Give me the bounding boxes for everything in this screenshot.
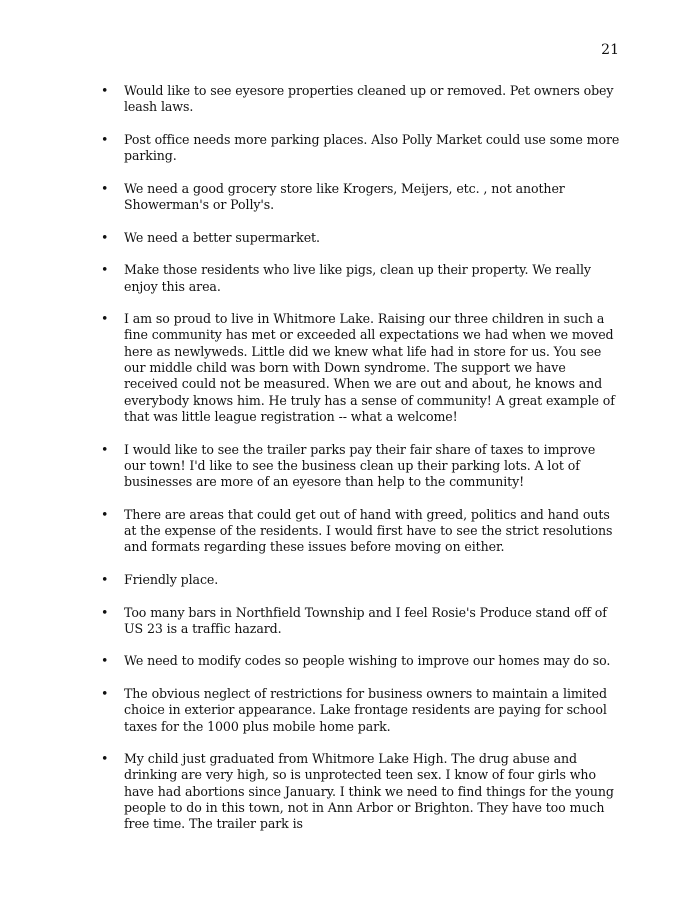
list-item	[100, 605, 620, 638]
bullet-icon: •	[101, 180, 109, 196]
list-item	[100, 132, 620, 165]
list-item	[100, 311, 620, 425]
bullet-icon: •	[101, 506, 109, 522]
bullet-icon: •	[101, 751, 109, 767]
comment-list	[100, 83, 620, 849]
bullet-icon: •	[101, 685, 109, 701]
list-item	[100, 751, 620, 832]
bullet-icon: •	[101, 311, 109, 327]
list-item	[100, 442, 620, 491]
bullet-icon: •	[101, 131, 109, 147]
bullet-icon: •	[101, 441, 109, 457]
bullet-icon: •	[101, 571, 109, 587]
comment-text: Post office needs more parking places. Also Polly Market could use some more parking.	[124, 131, 620, 164]
comment-text: There are areas that could get out of hand with greed, politics and hand outs at the expense of the residents. I would first have to see the strict resolutions and formats regarding these issues before moving on either.	[124, 506, 613, 555]
comment-text: I am so proud to live in Whitmore Lake. Raising our three children in such a fine community has met or exceeded all expectations we had when we moved here as newlyweds. Little did we knew what life had in store for us. You see our middle child was born with Down syndrome. The support we have received could not be measured. When we are out and about, he knows and everybody knows him. He truly has a sense of community! A great example of that was little league registration -- what a welcome!	[124, 311, 615, 424]
list-item	[100, 653, 620, 669]
page-number: 21	[601, 42, 619, 58]
bullet-icon: •	[101, 83, 109, 98]
comment-text: Make those residents who live like pigs, clean up their property. We really enjoy this area.	[124, 262, 591, 294]
list-item	[100, 83, 620, 116]
comment-text: We need a good grocery store like Krogers, Meijers, etc. , not another Showerman's or Polly's.	[124, 180, 565, 213]
comment-text: The obvious neglect of restrictions for business owners to maintain a limited choice in exterior appearance. Lake frontage residents are paying for school taxes for the 1000 plus mobile home park.	[124, 685, 607, 734]
list-item	[100, 686, 620, 735]
list-item	[100, 572, 620, 588]
comment-text: Would like to see eyesore properties cleaned up or removed. Pet owners obey leash laws.	[124, 83, 614, 115]
comment-text: Too many bars in Northfield Township and I feel Rosie's Produce stand off of US 23 is a traffic hazard.	[124, 604, 607, 636]
list-item	[100, 262, 620, 295]
list-item	[100, 230, 620, 246]
list-item	[100, 507, 620, 556]
bullet-icon: •	[101, 262, 109, 278]
bullet-icon: •	[101, 604, 109, 620]
comment-text: I would like to see the trailer parks pay their fair share of taxes to improve our town! I'd like to see the business clean up their parking lots. A lot of businesses are more of an eyesore than help to the community!	[124, 441, 596, 490]
list-item	[100, 181, 620, 214]
bullet-icon: •	[101, 229, 109, 245]
bullet-icon: •	[101, 653, 109, 669]
comment-text: We need a better supermarket.	[124, 229, 320, 245]
comment-text: My child just graduated from Whitmore Lake High. The drug abuse and drinking are very high, so is unprotected teen sex. I know of four girls who have had abortions since January. I think we need to find things for the young people to do in this town, not in Ann Arbor or Brighton. They have too much free time. The trailer park is	[124, 751, 614, 832]
comment-text: Friendly place.	[124, 571, 219, 587]
comment-text: We need to modify codes so people wishing to improve our homes may do so.	[124, 653, 611, 669]
